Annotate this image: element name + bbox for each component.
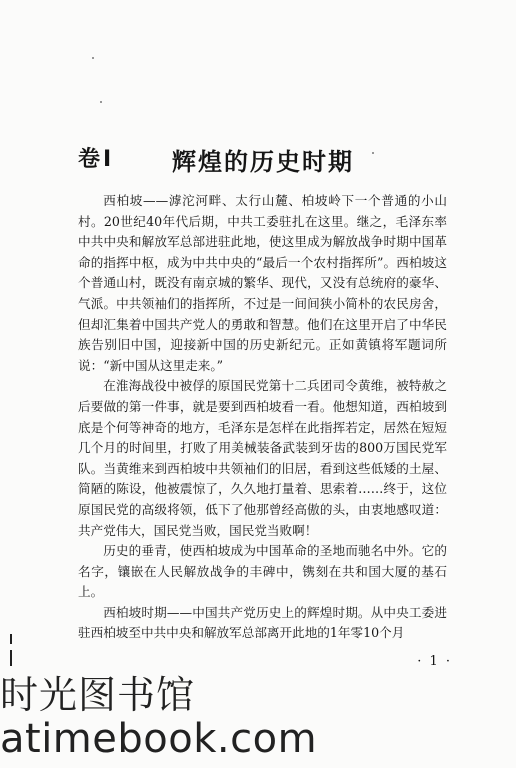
volume-label: 卷Ⅰ — [78, 147, 115, 172]
paragraph: 在淮海战役中被俘的原国民党第十二兵团司令黄维，被特赦之后要做的第一件事，就是要到西柏坡看一看。他想知道，西柏坡到底是个何等神奇的地方，毛泽东是怎样在此指挥若定，居然在短短几个月的时间里，打败了用美械装备武装到牙齿的800万国民党军队。当黄维来到西柏坡中共领袖们的旧居，看到这些低矮的土屋、简陋的陈设，他被震惊了，久久地打量着、思索着……终于，这位原国民党的高级将领，低下了他那曾经高傲的头，由衷地感叹道：共产党伟大，国民党当败，国民党当败啊！ — [78, 378, 447, 538]
watermark-url: atimebook.com — [0, 716, 318, 762]
section-title: 辉煌的历史时期 — [172, 148, 354, 176]
margin-mark — [10, 634, 12, 644]
body-text — [78, 191, 447, 644]
watermark-chinese: 时光图书馆 — [0, 673, 196, 717]
paragraph: 西柏坡时期——中国共产党历史上的辉煌时期。从中央工委进驻西柏坡至中共中央和解放军总部离开此地的1年零10个月 — [78, 604, 447, 641]
scan-speck — [92, 57, 94, 59]
scan-speck — [100, 101, 102, 103]
paragraph: 历史的垂青，使西柏坡成为中国革命的圣地而驰名中外。它的名字，镶嵌在人民解放战争的丰碑中，镌刻在共和国大厦的基石上。 — [78, 543, 447, 600]
paragraph: 西柏坡——滹沱河畔、太行山麓、柏坡岭下一个普通的小山村。20世纪40年代后期，中共工委驻扎在这里。继之，毛泽东率中共中央和解放军总部进驻此地，使这里成为解放战争时期中国革命的指挥中枢，成为中共中央的“最后一个农村指挥所”。西柏坡这个普通山村，既没有南京城的繁华、现代，又没有总统府的豪华、气派。中共领袖们的指挥所，不过是一间间狭小简朴的农民房舍，但却汇集着中国共产党人的勇敢和智慧。他们在这里开启了中华民族告别旧中国，迎接新中国的历史新纪元。正如黄镇将军题词所说：“新中国从这里走来。” — [78, 193, 447, 373]
page-number: · 1 · — [417, 654, 452, 669]
chapter-heading — [78, 142, 458, 176]
